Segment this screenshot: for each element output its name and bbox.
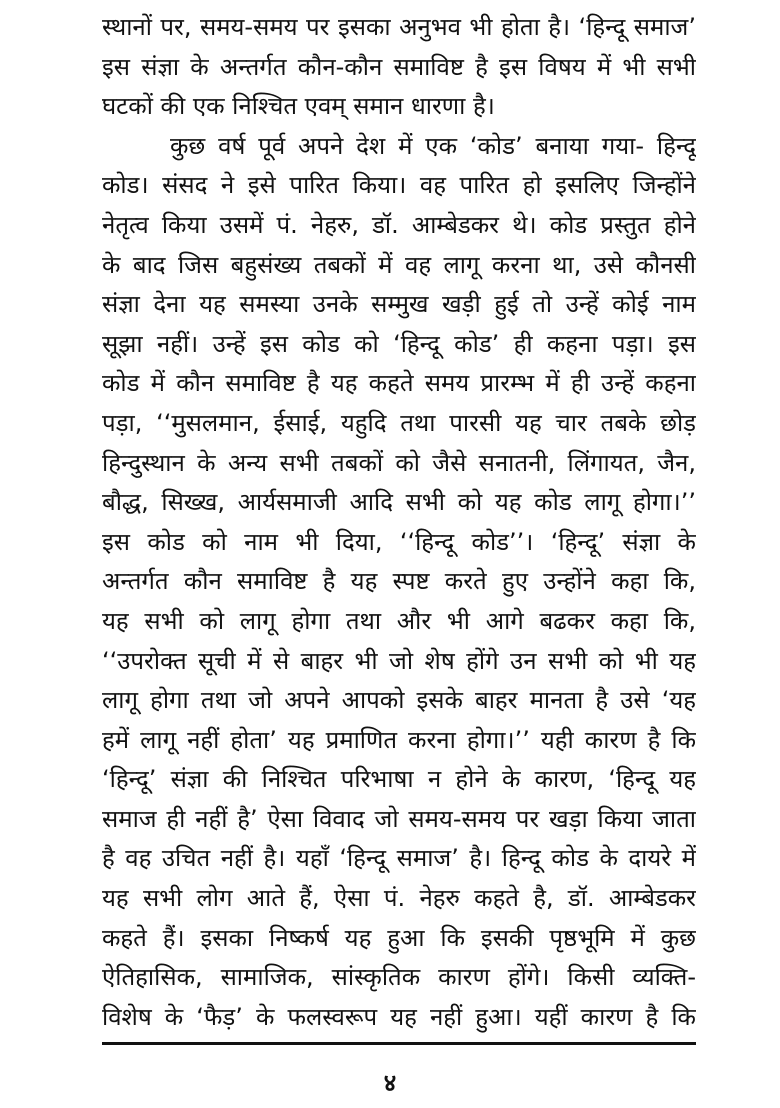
text-line: है वह उचित नहीं है। यहाँ ‘हिन्दू समाज’ है। हिन्दू कोड के दायरे में bbox=[102, 844, 696, 873]
text-line: संज्ञा देना यह समस्या उनके सम्मुख खड़ी हुई तो उन्हें कोई नाम bbox=[102, 290, 696, 319]
text-line: यह सभी लोग आते हैं, ऐसा पं. नेहरु कहते है, डॉ. आम्बेडकर bbox=[102, 884, 696, 913]
text-line: बौद्ध, सिख्ख, आर्यसमाजी आदि सभी को यह कोड लागू होगा।’’ bbox=[102, 488, 696, 517]
page-number: ४ bbox=[383, 1069, 397, 1097]
footer-rule bbox=[102, 1042, 696, 1045]
text-line: इस संज्ञा के अन्तर्गत कौन-कौन समाविष्ट है इस विषय में भी सभी bbox=[102, 52, 696, 81]
text-line: स्थानों पर, समय-समय पर इसका अनुभव भी होता है। ‘हिन्दू समाज’ bbox=[102, 13, 696, 41]
text-line: हमें लागू नहीं होता’ यह प्रमाणित करना होगा।’’ यही कारण है कि bbox=[102, 725, 696, 754]
body-text bbox=[102, 8, 696, 1037]
text-line: समाज ही नहीं है’ ऐसा विवाद जो समय-समय पर खड़ा किया जाता bbox=[102, 804, 696, 833]
text-line: कोड में कौन समाविष्ट है यह कहते समय प्रारम्भ में ही उन्हें कहना bbox=[102, 369, 696, 398]
text-line: घटकों की एक निश्चित एवम् समान धारणा है। bbox=[102, 92, 495, 121]
text-line: इस कोड को नाम भी दिया, ‘‘हिन्दू कोड’’। ‘हिन्दू’ संज्ञा के bbox=[102, 527, 696, 556]
text-line: ऐतिहासिक, सामाजिक, सांस्कृतिक कारण होंगे। किसी व्यक्ति- bbox=[102, 963, 696, 992]
text-line: पड़ा, ‘‘मुसलमान, ईसाई, यहुदि तथा पारसी यह चार तबके छोड़ bbox=[102, 408, 696, 437]
text-line: सूझा नहीं। उन्हें इस कोड को ‘हिन्दू कोड’ ही कहना पड़ा। इस bbox=[102, 329, 696, 358]
text-line: ‘हिन्दू’ संज्ञा की निश्चित परिभाषा न होने के कारण, ‘हिन्दू यह bbox=[102, 765, 696, 794]
paragraph-start-line: कुछ वर्ष पूर्व अपने देश में एक ‘कोड’ बनाया गया- हिन्दू bbox=[170, 131, 696, 160]
text-line: हिन्दुस्थान के अन्य सभी तबकों को जैसे सनातनी, लिंगायत, जैन, bbox=[102, 448, 696, 477]
text-line: विशेष के ‘फैड़’ के फलस्वरूप यह नहीं हुआ। यहीं कारण है कि bbox=[102, 1002, 696, 1031]
text-line: नेतृत्व किया उसमें पं. नेहरु, डॉ. आम्बेडकर थे। कोड प्रस्तुत होने bbox=[102, 210, 696, 239]
text-line: ‘‘उपरोक्त सूची में से बाहर भी जो शेष होंगे उन सभी को भी यह bbox=[102, 646, 696, 675]
text-line: यह सभी को लागू होगा तथा और भी आगे बढकर कहा कि, bbox=[102, 606, 696, 635]
text-line: के बाद जिस बहुसंख्य तबकों में वह लागू करना था, उसे कौनसी bbox=[102, 250, 696, 279]
text-line: लागू होगा तथा जो अपने आपको इसके बाहर मानता है उसे ‘यह bbox=[102, 686, 696, 715]
text-line: कोड। संसद ने इसे पारित किया। वह पारित हो इसलिए जिन्होंने bbox=[102, 171, 696, 200]
text-line: अन्तर्गत कौन समाविष्ट है यह स्पष्ट करते हुए उन्होंने कहा कि, bbox=[102, 567, 696, 596]
text-line: कहते हैं। इसका निष्कर्ष यह हुआ कि इसकी पृष्ठभूमि में कुछ bbox=[102, 923, 696, 952]
